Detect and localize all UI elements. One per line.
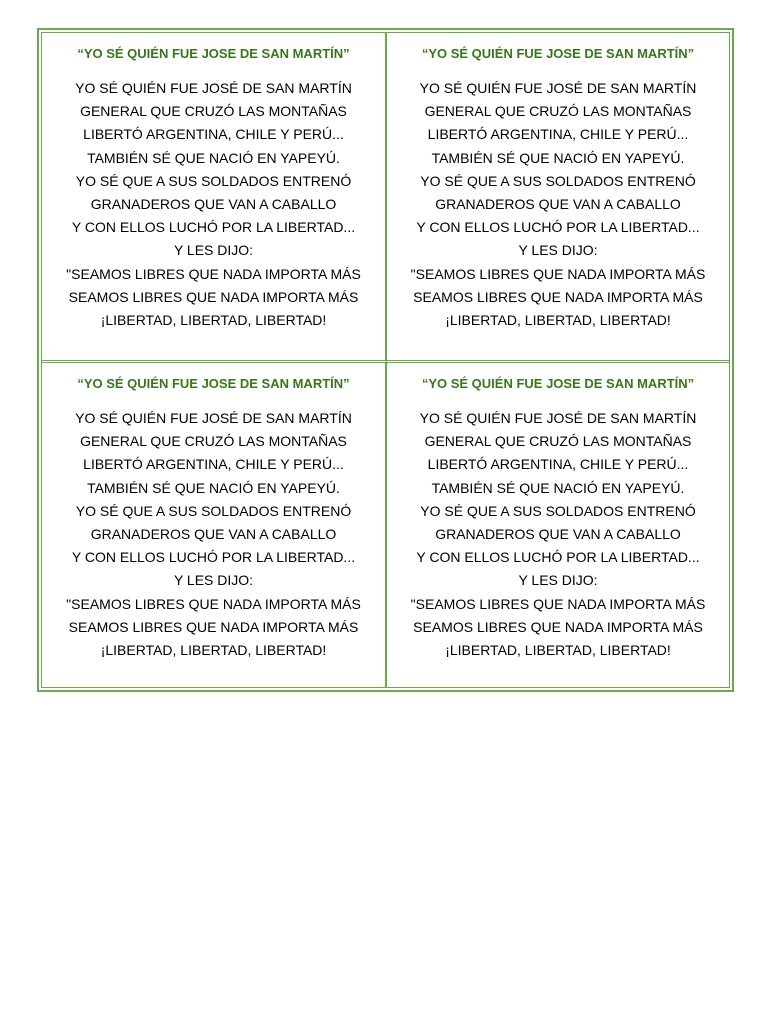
poem-table — [37, 28, 734, 692]
poem-line: Y LES DIJO: — [518, 572, 598, 589]
poem-line: SEAMOS LIBRES QUE NADA IMPORTA MÁS — [413, 288, 703, 305]
poem-line: Y CON ELLOS LUCHÓ POR LA LIBERTAD... — [71, 549, 356, 566]
poem-line: Y LES DIJO: — [518, 242, 598, 259]
poem-title: “YO SÉ QUIÉN FUE JOSE DE SAN MARTÍN” — [421, 46, 695, 61]
poem-line: GENERAL QUE CRUZÓ LAS MONTAÑAS — [80, 433, 347, 450]
poem-line: SEAMOS LIBRES QUE NADA IMPORTA MÁS — [68, 618, 359, 635]
poem-table-inner — [41, 32, 730, 688]
poem-line: Y CON ELLOS LUCHÓ POR LA LIBERTAD... — [71, 219, 356, 236]
poem-line: YO SÉ QUIÉN FUE JOSÉ DE SAN MARTÍN — [419, 80, 697, 96]
poem-line: LIBERTÓ ARGENTINA, CHILE Y PERÚ... — [427, 126, 689, 143]
poem-line: "SEAMOS LIBRES QUE NADA IMPORTA MÁS — [66, 595, 361, 612]
poem-line: YO SÉ QUIÉN FUE JOSÉ DE SAN MARTÍN — [75, 80, 352, 96]
poem-line: TAMBIÉN SÉ QUE NACIÓ EN YAPEYÚ. — [87, 149, 340, 166]
poem-card — [42, 33, 387, 363]
poem-line: YO SÉ QUIÉN FUE JOSÉ DE SAN MARTÍN — [419, 410, 697, 426]
poem-line: TAMBIÉN SÉ QUE NACIÓ EN YAPEYÚ. — [87, 479, 340, 496]
poem-line: Y CON ELLOS LUCHÓ POR LA LIBERTAD... — [416, 219, 700, 236]
poem-line: LIBERTÓ ARGENTINA, CHILE Y PERÚ... — [83, 126, 344, 143]
poem-line: LIBERTÓ ARGENTINA, CHILE Y PERÚ... — [83, 456, 344, 473]
poem-body — [42, 407, 385, 662]
poem-body — [387, 407, 729, 662]
poem-line: SEAMOS LIBRES QUE NADA IMPORTA MÁS — [413, 618, 703, 635]
poem-line: SEAMOS LIBRES QUE NADA IMPORTA MÁS — [68, 288, 359, 305]
poem-title: “YO SÉ QUIÉN FUE JOSE DE SAN MARTÍN” — [77, 376, 350, 391]
poem-line: GRANADEROS QUE VAN A CABALLO — [90, 196, 337, 213]
poem-line: GENERAL QUE CRUZÓ LAS MONTAÑAS — [80, 103, 347, 120]
poem-line: ¡LIBERTAD, LIBERTAD, LIBERTAD! — [100, 312, 327, 329]
poem-line: "SEAMOS LIBRES QUE NADA IMPORTA MÁS — [410, 265, 706, 282]
poem-line: GRANADEROS QUE VAN A CABALLO — [435, 196, 681, 213]
poem-line: GENERAL QUE CRUZÓ LAS MONTAÑAS — [424, 103, 692, 120]
poem-line: LIBERTÓ ARGENTINA, CHILE Y PERÚ... — [427, 456, 689, 473]
poem-body — [387, 77, 729, 332]
poem-card — [387, 33, 729, 363]
poem-line: GRANADEROS QUE VAN A CABALLO — [90, 526, 337, 543]
poem-line: ¡LIBERTAD, LIBERTAD, LIBERTAD! — [100, 642, 327, 659]
poem-line: "SEAMOS LIBRES QUE NADA IMPORTA MÁS — [66, 265, 361, 282]
poem-line: GRANADEROS QUE VAN A CABALLO — [435, 526, 681, 543]
poem-line: GENERAL QUE CRUZÓ LAS MONTAÑAS — [424, 433, 692, 450]
poem-line: ¡LIBERTAD, LIBERTAD, LIBERTAD! — [445, 312, 671, 329]
poem-line: "SEAMOS LIBRES QUE NADA IMPORTA MÁS — [410, 595, 706, 612]
poem-line: ¡LIBERTAD, LIBERTAD, LIBERTAD! — [445, 642, 671, 659]
poem-line: YO SÉ QUE A SUS SOLDADOS ENTRENÓ — [75, 172, 352, 189]
poem-card — [42, 363, 387, 687]
poem-line: YO SÉ QUIÉN FUE JOSÉ DE SAN MARTÍN — [75, 410, 352, 426]
poem-title: “YO SÉ QUIÉN FUE JOSE DE SAN MARTÍN” — [421, 376, 695, 391]
poem-line: YO SÉ QUE A SUS SOLDADOS ENTRENÓ — [420, 172, 696, 189]
poem-line: YO SÉ QUE A SUS SOLDADOS ENTRENÓ — [75, 502, 352, 519]
poem-line: Y LES DIJO: — [173, 242, 254, 259]
poem-line: TAMBIÉN SÉ QUE NACIÓ EN YAPEYÚ. — [431, 149, 685, 166]
poem-line: Y LES DIJO: — [173, 572, 254, 589]
poem-line: Y CON ELLOS LUCHÓ POR LA LIBERTAD... — [416, 549, 700, 566]
poem-body — [42, 77, 385, 332]
poem-title: “YO SÉ QUIÉN FUE JOSE DE SAN MARTÍN” — [77, 46, 350, 61]
poem-line: YO SÉ QUE A SUS SOLDADOS ENTRENÓ — [420, 502, 696, 519]
poem-line: TAMBIÉN SÉ QUE NACIÓ EN YAPEYÚ. — [431, 479, 685, 496]
poem-card — [387, 363, 729, 687]
